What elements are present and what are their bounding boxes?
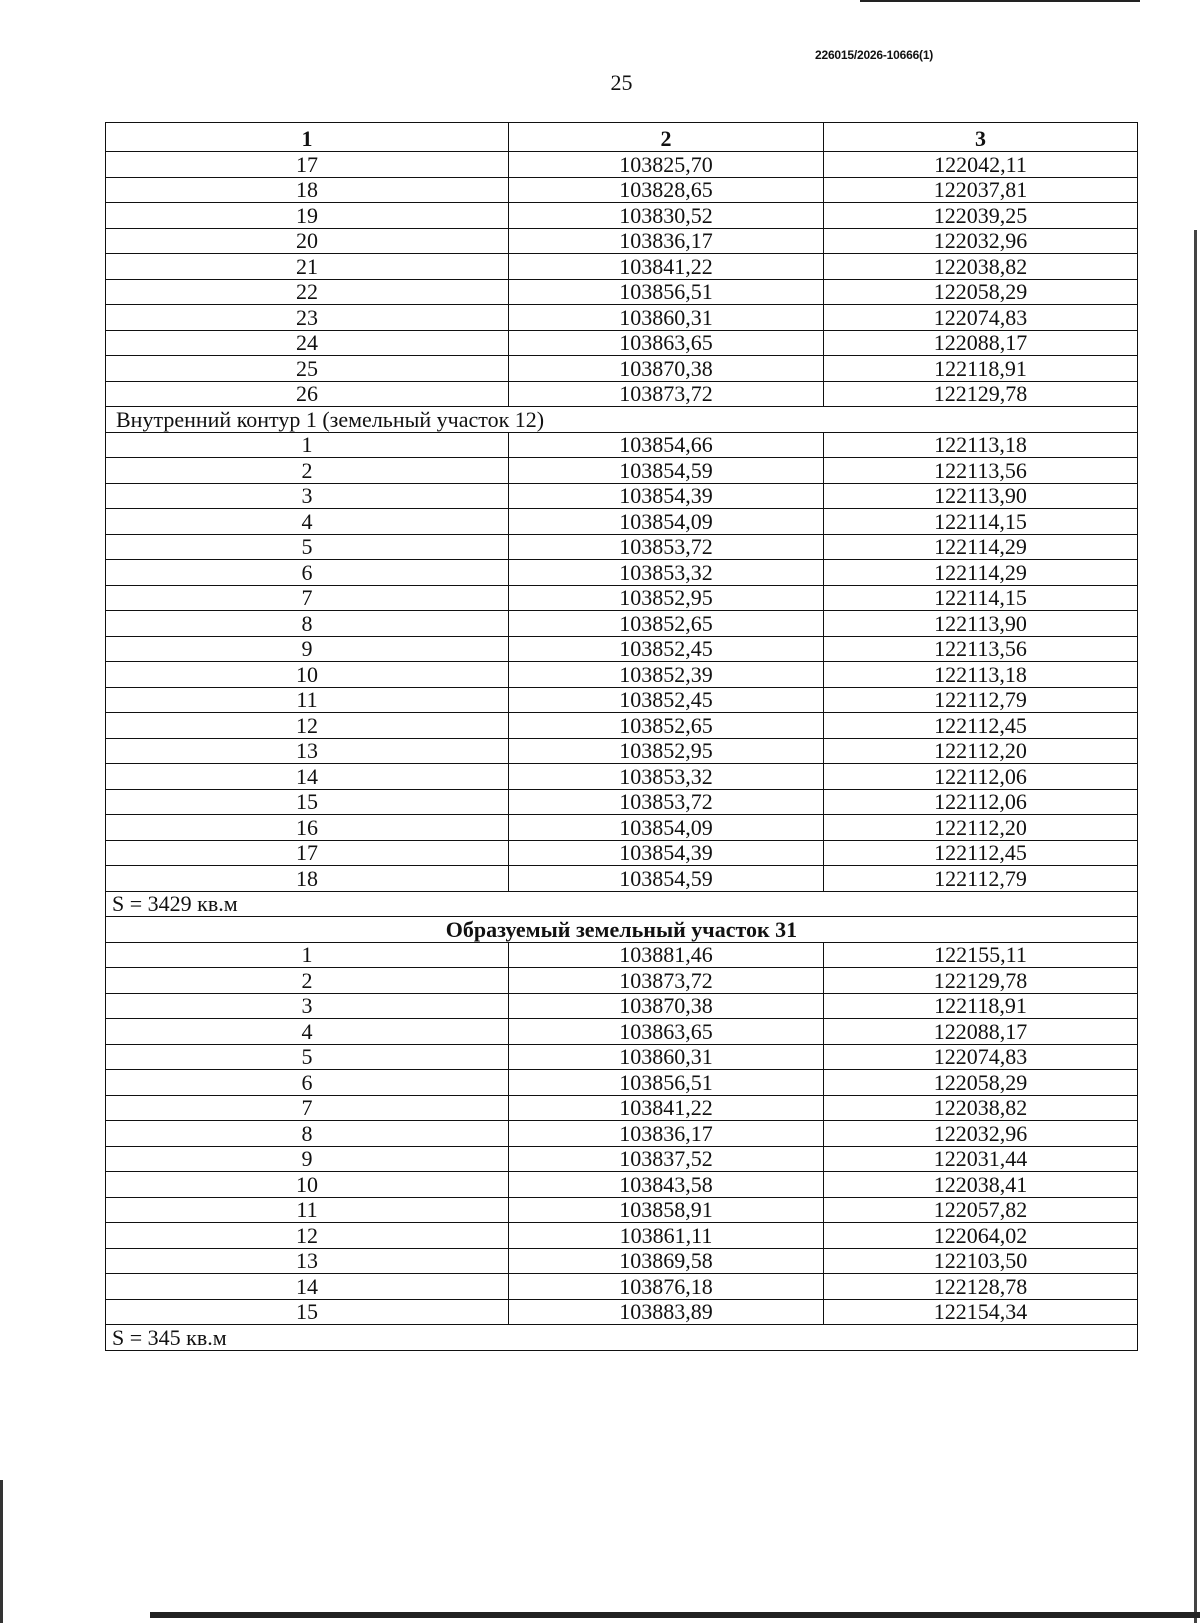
coordinate-x: 103853,32 bbox=[509, 764, 824, 790]
coordinate-y: 122038,41 bbox=[824, 1172, 1138, 1198]
coordinate-y: 122088,17 bbox=[824, 1019, 1138, 1045]
page-number: 25 bbox=[610, 70, 633, 95]
coordinate-x: 103852,45 bbox=[509, 636, 824, 662]
table-row bbox=[106, 1070, 1138, 1096]
coordinate-x: 103841,22 bbox=[509, 1095, 824, 1121]
point-number: 18 bbox=[106, 866, 509, 892]
coordinate-y: 122057,82 bbox=[824, 1197, 1138, 1223]
table-row bbox=[106, 1019, 1138, 1045]
point-number: 1 bbox=[106, 942, 509, 968]
point-number: 6 bbox=[106, 1070, 509, 1096]
coordinate-y: 122112,06 bbox=[824, 789, 1138, 815]
table-row bbox=[106, 1095, 1138, 1121]
table-row bbox=[106, 1274, 1138, 1300]
table-row bbox=[106, 1223, 1138, 1249]
coordinate-y: 122074,83 bbox=[824, 1044, 1138, 1070]
area-row bbox=[106, 1325, 1138, 1351]
coordinate-y: 122113,90 bbox=[824, 483, 1138, 509]
table-row bbox=[106, 203, 1138, 229]
point-number: 1 bbox=[106, 432, 509, 458]
coordinate-x: 103873,72 bbox=[509, 381, 824, 407]
inner-contour-title: Внутренний контур 1 (земельный участок 12) bbox=[106, 407, 1138, 433]
point-number: 17 bbox=[106, 152, 509, 178]
point-number: 15 bbox=[106, 1299, 509, 1325]
point-number: 13 bbox=[106, 1248, 509, 1274]
coordinate-y: 122088,17 bbox=[824, 330, 1138, 356]
table-row bbox=[106, 942, 1138, 968]
coordinate-y: 122118,91 bbox=[824, 356, 1138, 382]
point-number: 2 bbox=[106, 968, 509, 994]
coordinate-x: 103837,52 bbox=[509, 1146, 824, 1172]
table-row bbox=[106, 305, 1138, 331]
coordinate-x: 103863,65 bbox=[509, 330, 824, 356]
area-label: S = 345 кв.м bbox=[106, 1325, 1138, 1351]
coordinate-y: 122112,20 bbox=[824, 738, 1138, 764]
point-number: 3 bbox=[106, 483, 509, 509]
coordinate-y: 122113,18 bbox=[824, 662, 1138, 688]
coordinate-x: 103854,39 bbox=[509, 840, 824, 866]
table-header-row bbox=[106, 123, 1138, 152]
point-number: 4 bbox=[106, 509, 509, 535]
point-number: 2 bbox=[106, 458, 509, 484]
point-number: 8 bbox=[106, 611, 509, 637]
column-header: 1 bbox=[106, 123, 509, 152]
coordinate-y: 122112,20 bbox=[824, 815, 1138, 841]
column-header: 2 bbox=[509, 123, 824, 152]
coordinate-x: 103860,31 bbox=[509, 1044, 824, 1070]
table-row bbox=[106, 1146, 1138, 1172]
coordinate-y: 122113,90 bbox=[824, 611, 1138, 637]
table-row bbox=[106, 1299, 1138, 1325]
coordinate-x: 103870,38 bbox=[509, 356, 824, 382]
coordinate-y: 122032,96 bbox=[824, 1121, 1138, 1147]
coordinate-y: 122064,02 bbox=[824, 1223, 1138, 1249]
point-number: 25 bbox=[106, 356, 509, 382]
coordinate-x: 103852,65 bbox=[509, 611, 824, 637]
table-row bbox=[106, 356, 1138, 382]
point-number: 11 bbox=[106, 1197, 509, 1223]
coordinate-x: 103854,66 bbox=[509, 432, 824, 458]
point-number: 20 bbox=[106, 228, 509, 254]
point-number: 14 bbox=[106, 764, 509, 790]
table-row bbox=[106, 636, 1138, 662]
coordinate-y: 122037,81 bbox=[824, 177, 1138, 203]
coordinate-y: 122155,11 bbox=[824, 942, 1138, 968]
table-row bbox=[106, 1172, 1138, 1198]
coordinate-x: 103852,65 bbox=[509, 713, 824, 739]
table-row bbox=[106, 279, 1138, 305]
coordinate-x: 103863,65 bbox=[509, 1019, 824, 1045]
coordinate-y: 122113,56 bbox=[824, 458, 1138, 484]
coordinate-x: 103854,09 bbox=[509, 509, 824, 535]
point-number: 5 bbox=[106, 1044, 509, 1070]
coordinate-y: 122118,91 bbox=[824, 993, 1138, 1019]
coordinate-y: 122042,11 bbox=[824, 152, 1138, 178]
coordinate-x: 103858,91 bbox=[509, 1197, 824, 1223]
coordinate-y: 122154,34 bbox=[824, 1299, 1138, 1325]
section-row bbox=[106, 917, 1138, 943]
point-number: 9 bbox=[106, 1146, 509, 1172]
document-code: 226015/2026-10666(1) bbox=[815, 48, 934, 62]
point-number: 13 bbox=[106, 738, 509, 764]
table-row bbox=[106, 713, 1138, 739]
scan-edge-bottom bbox=[150, 1612, 1200, 1618]
coordinate-y: 122103,50 bbox=[824, 1248, 1138, 1274]
coordinate-x: 103836,17 bbox=[509, 1121, 824, 1147]
table-row bbox=[106, 662, 1138, 688]
coordinate-x: 103869,58 bbox=[509, 1248, 824, 1274]
point-number: 3 bbox=[106, 993, 509, 1019]
coordinate-y: 122031,44 bbox=[824, 1146, 1138, 1172]
table-row bbox=[106, 687, 1138, 713]
table-row bbox=[106, 738, 1138, 764]
coordinate-x: 103843,58 bbox=[509, 1172, 824, 1198]
coordinates-table bbox=[105, 122, 1138, 1351]
point-number: 19 bbox=[106, 203, 509, 229]
table-row bbox=[106, 228, 1138, 254]
coordinate-x: 103854,39 bbox=[509, 483, 824, 509]
table-row bbox=[106, 177, 1138, 203]
coordinate-y: 122039,25 bbox=[824, 203, 1138, 229]
point-number: 9 bbox=[106, 636, 509, 662]
plot31-rows bbox=[106, 942, 1138, 1325]
point-number: 16 bbox=[106, 815, 509, 841]
table-row bbox=[106, 1197, 1138, 1223]
table-row bbox=[106, 789, 1138, 815]
coordinate-x: 103852,39 bbox=[509, 662, 824, 688]
coordinate-x: 103853,32 bbox=[509, 560, 824, 586]
coordinate-x: 103828,65 bbox=[509, 177, 824, 203]
coordinate-y: 122058,29 bbox=[824, 1070, 1138, 1096]
point-number: 18 bbox=[106, 177, 509, 203]
coordinate-y: 122074,83 bbox=[824, 305, 1138, 331]
point-number: 10 bbox=[106, 662, 509, 688]
table-row bbox=[106, 611, 1138, 637]
coordinate-y: 122112,79 bbox=[824, 866, 1138, 892]
coordinate-y: 122128,78 bbox=[824, 1274, 1138, 1300]
table-row bbox=[106, 815, 1138, 841]
table-row bbox=[106, 1121, 1138, 1147]
point-number: 15 bbox=[106, 789, 509, 815]
table-row bbox=[106, 866, 1138, 892]
coordinate-y: 122114,15 bbox=[824, 585, 1138, 611]
table-row bbox=[106, 509, 1138, 535]
coordinate-y: 122038,82 bbox=[824, 254, 1138, 280]
point-number: 10 bbox=[106, 1172, 509, 1198]
coordinate-y: 122114,29 bbox=[824, 560, 1138, 586]
table-row bbox=[106, 432, 1138, 458]
coordinate-x: 103856,51 bbox=[509, 1070, 824, 1096]
coordinate-y: 122112,45 bbox=[824, 713, 1138, 739]
table-row bbox=[106, 381, 1138, 407]
table-row bbox=[106, 968, 1138, 994]
coordinate-x: 103853,72 bbox=[509, 534, 824, 560]
point-number: 22 bbox=[106, 279, 509, 305]
coordinate-y: 122113,56 bbox=[824, 636, 1138, 662]
block1-rows bbox=[106, 152, 1138, 407]
coordinate-x: 103825,70 bbox=[509, 152, 824, 178]
point-number: 7 bbox=[106, 585, 509, 611]
point-number: 7 bbox=[106, 1095, 509, 1121]
table-row bbox=[106, 764, 1138, 790]
scan-edge-left bbox=[0, 1480, 3, 1623]
plot31-title: Образуемый земельный участок 31 bbox=[106, 917, 1138, 943]
point-number: 5 bbox=[106, 534, 509, 560]
point-number: 14 bbox=[106, 1274, 509, 1300]
coordinate-y: 122112,06 bbox=[824, 764, 1138, 790]
table-row bbox=[106, 330, 1138, 356]
coordinate-y: 122058,29 bbox=[824, 279, 1138, 305]
table-row bbox=[106, 560, 1138, 586]
coordinate-x: 103853,72 bbox=[509, 789, 824, 815]
point-number: 26 bbox=[106, 381, 509, 407]
coordinate-y: 122113,18 bbox=[824, 432, 1138, 458]
point-number: 6 bbox=[106, 560, 509, 586]
area-label: S = 3429 кв.м bbox=[106, 891, 1138, 917]
point-number: 11 bbox=[106, 687, 509, 713]
coordinate-x: 103860,31 bbox=[509, 305, 824, 331]
table-row bbox=[106, 458, 1138, 484]
coordinate-x: 103852,95 bbox=[509, 585, 824, 611]
coordinate-x: 103883,89 bbox=[509, 1299, 824, 1325]
table-row bbox=[106, 585, 1138, 611]
coordinate-x: 103854,59 bbox=[509, 458, 824, 484]
table-row bbox=[106, 1248, 1138, 1274]
coordinate-x: 103861,11 bbox=[509, 1223, 824, 1249]
coordinate-y: 122114,15 bbox=[824, 509, 1138, 535]
scan-edge-right bbox=[1194, 230, 1197, 1623]
coordinate-x: 103856,51 bbox=[509, 279, 824, 305]
column-header: 3 bbox=[824, 123, 1138, 152]
coordinate-y: 122112,45 bbox=[824, 840, 1138, 866]
coordinate-y: 122129,78 bbox=[824, 968, 1138, 994]
coordinate-x: 103873,72 bbox=[509, 968, 824, 994]
area-row bbox=[106, 891, 1138, 917]
point-number: 12 bbox=[106, 713, 509, 739]
coordinate-y: 122032,96 bbox=[824, 228, 1138, 254]
point-number: 23 bbox=[106, 305, 509, 331]
table-row bbox=[106, 534, 1138, 560]
section-row bbox=[106, 407, 1138, 433]
table-row bbox=[106, 1044, 1138, 1070]
inner-contour-rows bbox=[106, 432, 1138, 891]
coordinate-y: 122112,79 bbox=[824, 687, 1138, 713]
table-row bbox=[106, 840, 1138, 866]
point-number: 24 bbox=[106, 330, 509, 356]
point-number: 17 bbox=[106, 840, 509, 866]
point-number: 4 bbox=[106, 1019, 509, 1045]
table-row bbox=[106, 993, 1138, 1019]
coordinate-x: 103870,38 bbox=[509, 993, 824, 1019]
coordinate-x: 103836,17 bbox=[509, 228, 824, 254]
coordinate-x: 103852,45 bbox=[509, 687, 824, 713]
point-number: 12 bbox=[106, 1223, 509, 1249]
coordinate-y: 122114,29 bbox=[824, 534, 1138, 560]
scan-edge-top bbox=[860, 0, 1140, 2]
table-row bbox=[106, 483, 1138, 509]
point-number: 8 bbox=[106, 1121, 509, 1147]
coordinate-x: 103854,09 bbox=[509, 815, 824, 841]
point-number: 21 bbox=[106, 254, 509, 280]
coordinate-x: 103876,18 bbox=[509, 1274, 824, 1300]
table-row bbox=[106, 254, 1138, 280]
coordinate-y: 122129,78 bbox=[824, 381, 1138, 407]
coordinate-x: 103881,46 bbox=[509, 942, 824, 968]
coordinate-y: 122038,82 bbox=[824, 1095, 1138, 1121]
coordinate-x: 103852,95 bbox=[509, 738, 824, 764]
coordinate-x: 103854,59 bbox=[509, 866, 824, 892]
table-row bbox=[106, 152, 1138, 178]
coordinate-x: 103841,22 bbox=[509, 254, 824, 280]
coordinate-x: 103830,52 bbox=[509, 203, 824, 229]
